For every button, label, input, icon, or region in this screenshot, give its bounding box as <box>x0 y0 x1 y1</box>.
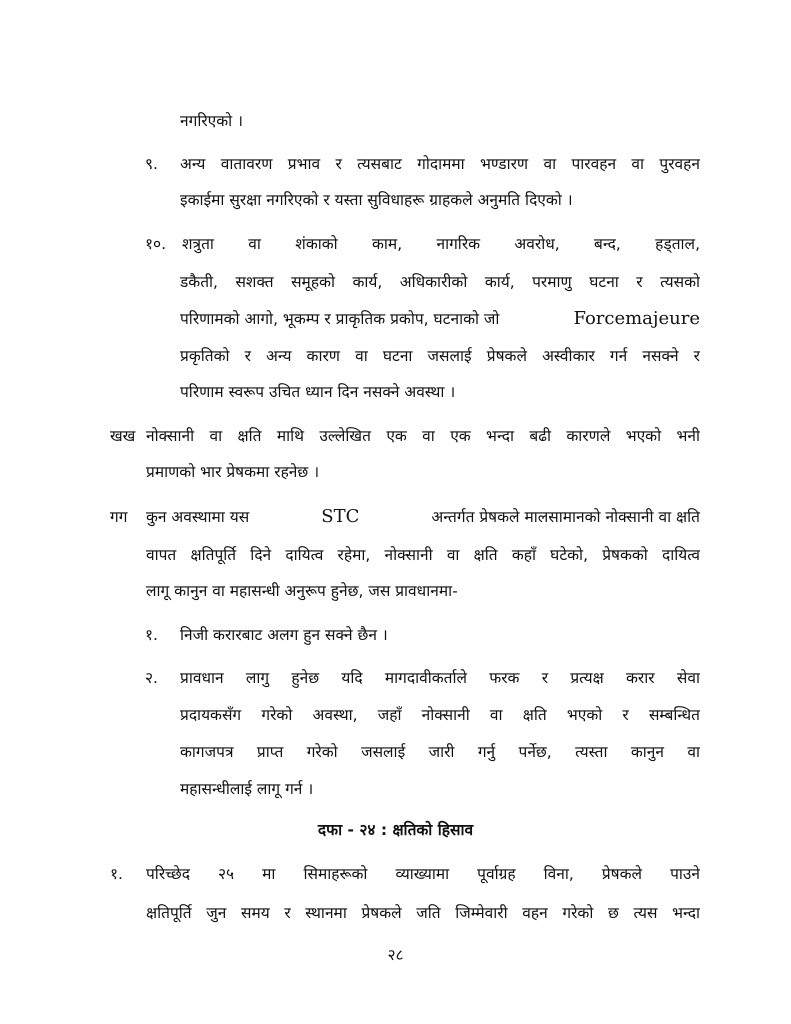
para-1-line-2: क्षतिपूर्ति जुन समय र स्थानमा प्रेषकले जति जिम्मेवारी वहन गरेको छ त्यस भन्दा <box>146 904 700 922</box>
ga-line-1-pre: कुन अवस्थामा यस <box>146 508 250 526</box>
item-10-line-3 <box>180 308 700 330</box>
para-1-number: १. <box>110 865 123 883</box>
ga-sub-1-number: १. <box>145 626 158 644</box>
item-9-line-1: अन्य वातावरण प्रभाव र त्यसबाट गोदाममा भण्डारण वा पारवहन वा पुरवहन <box>180 155 700 173</box>
kha-label: खख <box>110 427 136 445</box>
item-continuation: नगरिएको । <box>180 112 243 130</box>
item-10-line-4: प्रकृतिको र अन्य कारण वा घटना जसलाई प्रेषकले अस्वीकार गर्न नसक्ने र <box>180 347 700 365</box>
item-10-line-2: डकैती, सशक्त समूहको कार्य, अधिकारीको कार्य, परमाणु घटना र त्यसको <box>180 273 700 291</box>
item-10-line-1: शत्रुता वा शंकाको काम, नागरिक अवरोध, बन्द, हड्ताल, <box>182 235 700 253</box>
ga-line-3: लागू कानुन वा महासन्धी अनुरूप हुनेछ, जस प्रावधानमा- <box>146 582 458 600</box>
ga-sub-1-text: निजी करारबाट अलग हुन सक्ने छैन । <box>180 626 388 644</box>
para-1-line-1: परिच्छेद २५ मा सिमाहरूको व्याख्यामा पूर्वाग्रह विना, प्रेषकले पाउने <box>146 865 700 883</box>
kha-line-1: नोक्सानी वा क्षति माथि उल्लेखित एक वा एक भन्दा बढी कारणले भएको भनी <box>146 427 700 445</box>
ga-line-1 <box>146 506 700 528</box>
section-heading: दफा - २४ : क्षतिको हिसाव <box>317 821 474 839</box>
ga-sub-2-line-4: महासन्धीलाई लागू गर्न । <box>180 780 314 798</box>
item-9-number: ९. <box>145 155 158 173</box>
ga-line-2: वापत क्षतिपूर्ति दिने दायित्व रहेमा, नोक्सानी वा क्षति कहाँ घटेको, प्रेषकको दायित्व <box>146 546 700 564</box>
ga-sub-2-line-2: प्रदायकसँग गरेको अवस्था, जहाँ नोक्सानी वा क्षति भएको र सम्बन्धित <box>180 706 700 724</box>
kha-line-2: प्रमाणको भार प्रेषकमा रहनेछ । <box>146 463 320 481</box>
ga-sub-2-number: २. <box>145 669 158 687</box>
ga-sub-2-line-3: कागजपत्र प्राप्त गरेको जसलाई जारी गर्नु पर्नेछ, त्यस्ता कानुन वा <box>180 743 700 761</box>
ga-line-1-post: अन्तर्गत प्रेषकले मालसामानको नोक्सानी वा क्षति <box>431 508 700 526</box>
item-9-line-2: इकाईमा सुरक्षा नगरिएको र यस्ता सुविधाहरू ग्राहकले अनुमति दिएको । <box>180 191 573 209</box>
forcemajeure-term: Forcemajeure <box>573 308 700 329</box>
item-10-line-3-text: परिणामको आगो, भूकम्प र प्राकृतिक प्रकोप, घटनाको जो <box>180 310 500 328</box>
page-number: २८ <box>387 946 404 964</box>
ga-sub-2-line-1: प्रावधान लागु हुनेछ यदि मागदावीकर्ताले फरक र प्रत्यक्ष करार सेवा <box>180 669 700 687</box>
item-10-line-5: परिणाम स्वरूप उचित ध्यान दिन नसक्ने अवस्था । <box>180 383 456 401</box>
item-10-number: १०. <box>145 235 167 253</box>
stc-term: STC <box>321 506 360 527</box>
ga-label: गग <box>110 508 128 526</box>
